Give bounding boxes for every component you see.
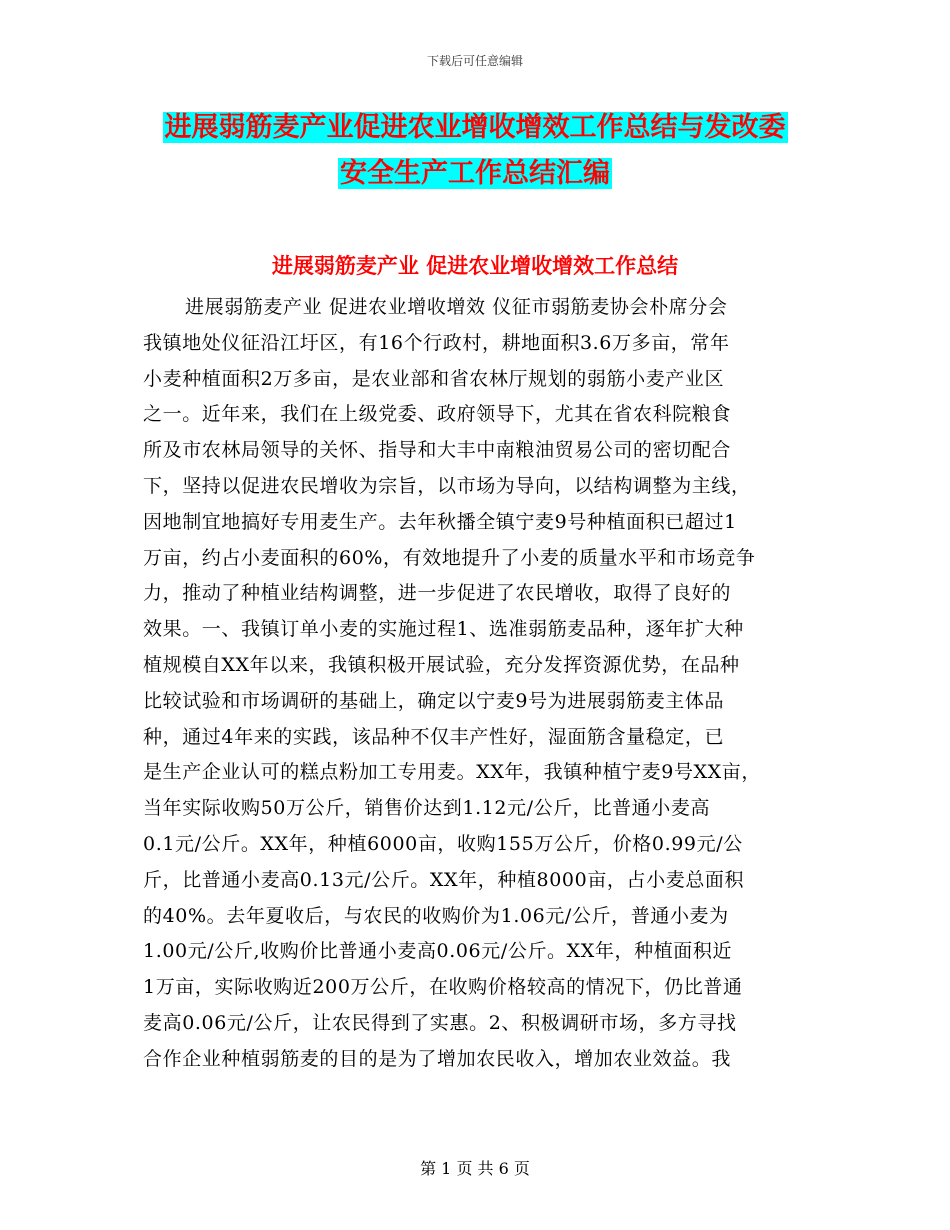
document-title-line-2 <box>0 158 950 190</box>
body-line: 的40%。去年夏收后，与农民的收购价为1.06元/公斤，普通小麦为 <box>143 904 729 927</box>
body-line: 植规模自XX年以来，我镇积极开展试验，充分发挥资源优势，在品种 <box>143 653 740 676</box>
page-header-note: 下载后可任意编辑 <box>426 54 523 68</box>
body-line: 1.00元/公斤,收购价比普通小麦高0.06元/公斤。XX年，种植面积近 <box>143 940 733 963</box>
body-line: 当年实际收购50万公斤，销售价达到1.12元/公斤，比普通小麦高 <box>143 797 711 820</box>
body-line: 万亩，约占小麦面积的60%，有效地提升了小麦的质量水平和市场竞争 <box>143 546 756 569</box>
body-line: 进展弱筋麦产业 促进农业增收增效 仪征市弱筋麦协会朴席分会 <box>185 296 728 318</box>
body-line: 比较试验和市场调研的基础上，确定以宁麦9号为进展弱筋麦主体品 <box>143 689 725 712</box>
body-line: 小麦种植面积2万多亩，是农业部和省农林厅规划的弱筋小麦产业区 <box>143 367 725 390</box>
document-title-line-1 <box>0 112 950 144</box>
section-title: 进展弱筋麦产业 促进农业增收增效工作总结 <box>271 254 679 278</box>
body-line: 所及市农林局领导的关怀、指导和大丰中南粮油贸易公司的密切配合 <box>143 439 732 462</box>
body-line: 斤，比普通小麦高0.13元/公斤。XX年，种植8000亩，占小麦总面积 <box>143 868 745 891</box>
page-number-footer: 第 1 页 共 6 页 <box>420 1159 530 1178</box>
title-highlight-2: 安全生产工作总结汇编 <box>340 158 610 189</box>
body-line: 力，推动了种植业结构调整，进一步促进了农民增收，取得了良好的 <box>143 582 732 605</box>
body-line: 之一。近年来，我们在上级党委、政府领导下，尤其在省农科院粮食 <box>143 403 732 426</box>
body-line: 因地制宜地搞好专用麦生产。去年秋播全镇宁麦9号种植面积已超过1 <box>143 510 737 533</box>
body-line: 合作企业种植弱筋麦的目的是为了增加农民收入，增加农业效益。我 <box>143 1047 732 1070</box>
body-line: 1万亩，实际收购近200万公斤，在收购价格较高的情况下，仍比普通 <box>143 976 743 999</box>
body-line: 种，通过4年来的实践，该品种不仅丰产性好，湿面筋含量稳定，已 <box>143 725 725 748</box>
body-line: 麦高0.06元/公斤，让农民得到了实惠。2、积极调研市场，多方寻找 <box>143 1011 737 1034</box>
body-line: 我镇地处仪征沿江圩区，有16个行政村，耕地面积3.6万多亩，常年 <box>143 331 730 354</box>
body-line: 效果。一、我镇订单小麦的实施过程1、选准弱筋麦品种，逐年扩大种 <box>143 618 744 641</box>
body-line: 0.1元/公斤。XX年，种植6000亩，收购155万公斤，价格0.99元/公 <box>143 832 743 855</box>
title-highlight-1: 进展弱筋麦产业促进农业增收增效工作总结与发改委 <box>164 112 786 143</box>
body-line: 下，坚持以促进农民增收为宗旨，以市场为导向，以结构调整为主线， <box>143 474 751 497</box>
body-line: 是生产企业认可的糕点粉加工专用麦。XX年，我镇种植宁麦9号XX亩， <box>143 761 761 784</box>
body-text <box>143 290 808 1078</box>
